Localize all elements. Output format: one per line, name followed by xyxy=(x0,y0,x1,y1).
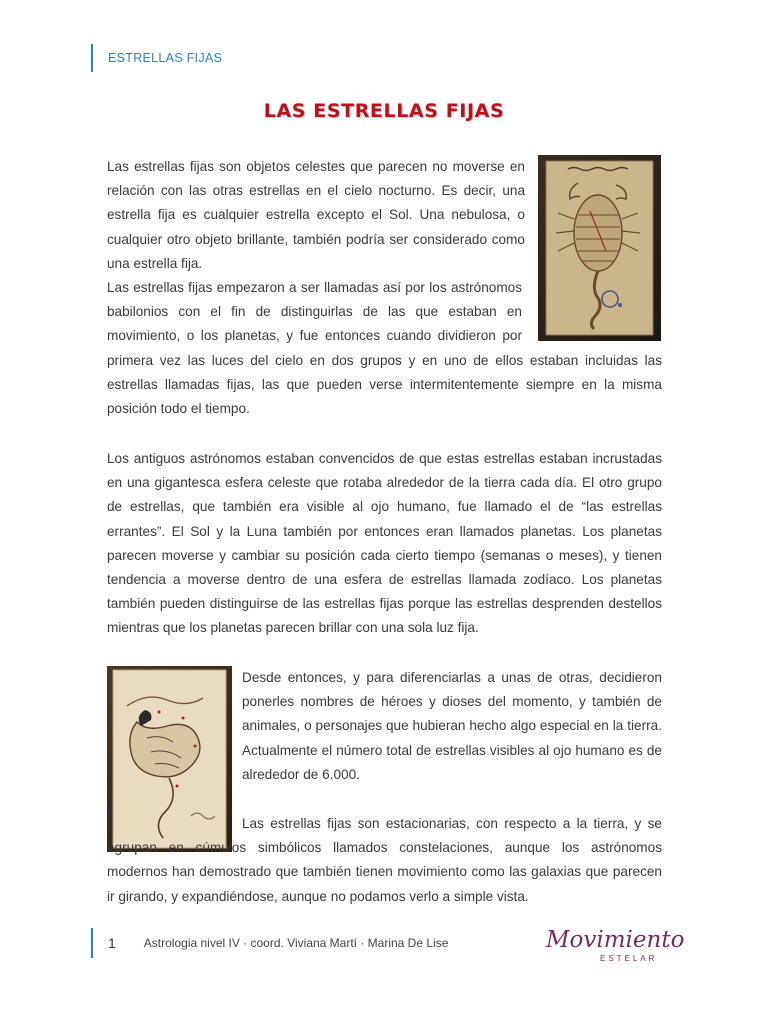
logo-svg xyxy=(540,921,685,965)
header-accent-bar xyxy=(91,44,93,72)
paragraph-2-wrap: Las estrellas fijas empezaron a ser llamadas así por los astrónomos babilonios con el fin de distinguirlas de las que estaban en movimiento, o los planetas, y fue entonces cuando dividieron por primera vez las luces del cielo en dos grupos y en uno de ellos estaban incluidas las estrellas llamadas fijas, las que pueden verse intermitentemente siempre en la misma posición todo el tiempo. xyxy=(107,280,662,417)
logo-sub-text: ESTELAR xyxy=(600,954,658,963)
section-title: ESTRELLAS FIJAS xyxy=(108,51,223,65)
page-footer xyxy=(91,928,448,958)
footer-credits: Astrologia nivel IV · coord. Viviana Martí · Marina De Lise xyxy=(143,936,449,950)
paragraph-5 xyxy=(107,812,662,909)
image-float-spacer xyxy=(522,276,662,341)
paragraph-3-text: Los antiguos astrónomos estaban convencidos de que estas estrellas estaban incrustadas en una gigantesca esfera celeste que rotaba alrededor de la tierra cada día. El otro grupo de estrellas, que también era visible al ojo humano, fue llamado el de “las estrellas errantes”. El Sol y la Luna también por entonces eran llamados planetas. Los planetas parecen moverse y cambiar su posición cada cierto tiempo (semanas o meses), y tienen tendencia a moverse dentro de una esfera de estrellas llamada zodíaco. Los planetas también pueden distinguirse de las estrellas fijas porque las estrellas desprenden destellos mientras que los planetas parecen brillar con una sola luz fija. xyxy=(107,451,662,636)
paragraph-2-text xyxy=(107,276,662,421)
paragraph-1-text: Las estrellas fijas son objetos celestes que parecen no moverse en relación con las otras estrellas en el cielo nocturno. Es decir, una estrella fija es cualquier estrella excepto el Sol. Una nebulosa, o cualquier otro objeto brillante, también podría ser considerado como una estrella fija. xyxy=(107,159,525,271)
footer-accent-bar xyxy=(91,928,93,958)
logo-script-text: Movimiento xyxy=(546,927,685,953)
page-title: LAS ESTRELLAS FIJAS xyxy=(263,100,505,122)
page-number: 1 xyxy=(108,935,116,951)
page-header xyxy=(91,44,222,72)
paragraph-2 xyxy=(107,276,662,421)
paragraph-5-text: Las estrellas fijas son estacionarias, con respecto a la tierra, y se agrupan en cúmulos simbólicos llamados constelaciones, aunque los astrónomos modernos han demostrado que también tienen movimiento como las galaxias que parecen ir girando, y expandiéndose, aunque no podamos verlo a simple vista. xyxy=(107,816,662,904)
movimiento-estelar-logo xyxy=(540,921,685,965)
paragraph-4-text: Desde entonces, y para diferenciarlas a unas de otras, decidieron ponerles nombres de héroes y dioses del momento, y también de animales, o personajes que hubieran hecho algo especial en la tierra. Actualmente el número total de estrellas visibles al ojo humano es de alrededor de 6.000. xyxy=(242,670,662,782)
paragraph-1 xyxy=(107,155,525,276)
paragraph-4 xyxy=(242,666,662,787)
paragraph-3 xyxy=(107,447,662,641)
